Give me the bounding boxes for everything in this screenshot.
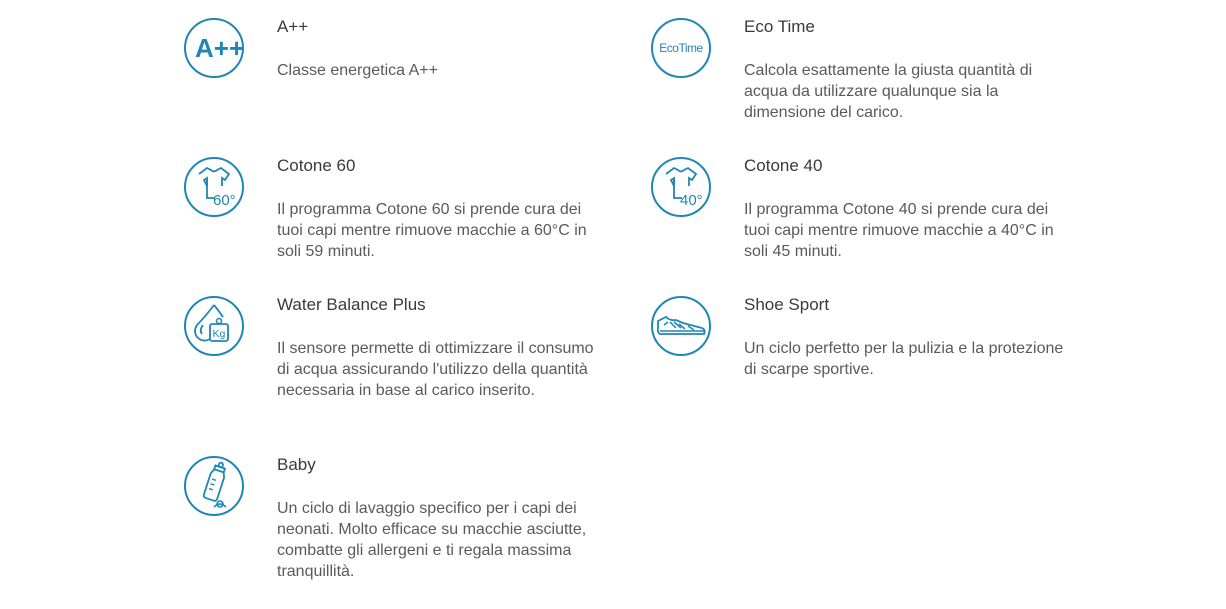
feature-description: Il programma Cotone 40 si prende cura dei tuoi capi mentre rimuove macchie a 40°C in soli 45 minuti. — [744, 201, 1054, 260]
tshirt-40-icon — [650, 156, 712, 218]
tshirt-60-icon — [183, 156, 245, 218]
feature-title: Shoe Sport — [744, 295, 830, 314]
feature-title: Water Balance Plus — [277, 295, 426, 314]
feature-description: Un ciclo perfetto per la pulizia e la protezione di scarpe sportive. — [744, 340, 1064, 378]
eco-time-icon — [650, 17, 712, 79]
water-drop-weight-icon — [183, 295, 245, 357]
feature-description: Un ciclo di lavaggio specifico per i capi dei neonati. Molto efficace su macchie asciutte, combatte gli allergeni e ti regala massima tranquillità. — [277, 500, 587, 580]
sneaker-icon — [650, 295, 712, 357]
svg-text:60°: 60° — [213, 192, 236, 209]
feature-description: Il programma Cotone 60 si prende cura dei tuoi capi mentre rimuove macchie a 60°C in soli 59 minuti. — [277, 201, 587, 260]
energy-class-icon — [183, 17, 245, 79]
feature-title: Cotone 40 — [744, 156, 823, 175]
feature-title: Eco Time — [744, 17, 815, 36]
svg-text:40°: 40° — [680, 192, 703, 209]
feature-description: Calcola esattamente la giusta quantità di acqua da utilizzare qualunque sia la dimensione del carico. — [744, 62, 1033, 121]
feature-title: Cotone 60 — [277, 156, 356, 175]
svg-text:Kg: Kg — [212, 328, 226, 340]
svg-text:A++: A++ — [195, 33, 245, 63]
feature-description: Classe energetica A++ — [277, 62, 438, 79]
baby-bottle-icon — [183, 455, 245, 517]
svg-text:EcoTime: EcoTime — [659, 41, 703, 55]
feature-title: A++ — [277, 17, 309, 36]
feature-description: Il sensore permette di ottimizzare il consumo di acqua assicurando l'utilizzo della quantità necessaria in base al carico inserito. — [277, 340, 594, 399]
feature-title: Baby — [277, 455, 316, 474]
